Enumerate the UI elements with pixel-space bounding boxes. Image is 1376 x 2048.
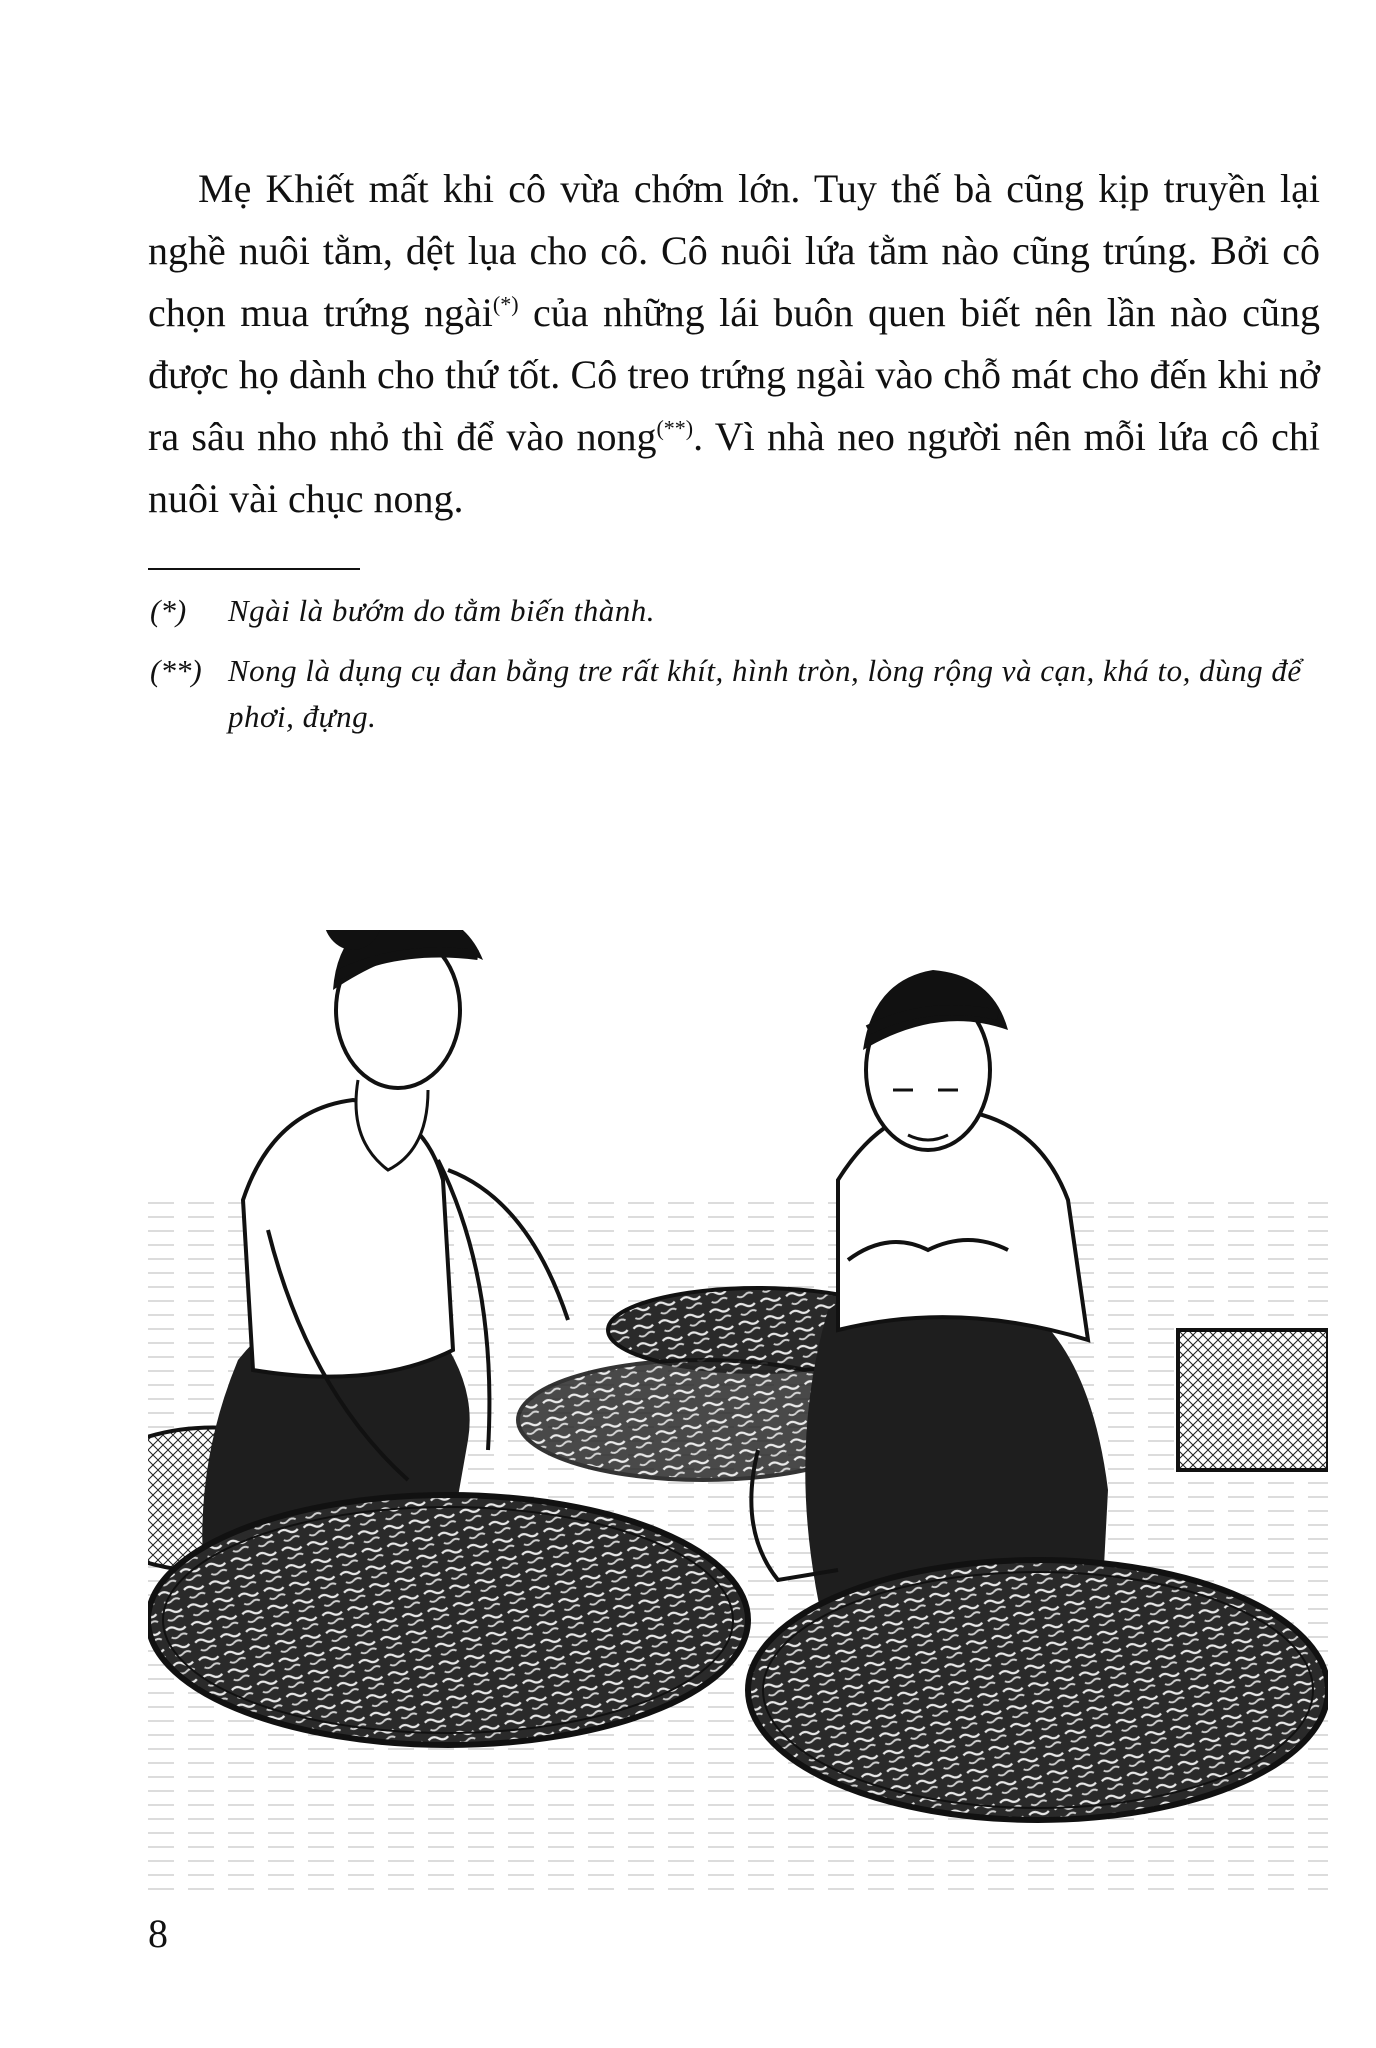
tray-front-right: [748, 1560, 1328, 1820]
footnote-label: (*): [150, 593, 187, 628]
page-number: 8: [148, 1911, 168, 1956]
body-paragraph: [148, 158, 1320, 530]
silkworm-rearing-illustration: [148, 930, 1328, 1890]
footnote-divider: [148, 568, 360, 570]
crate-right: [1178, 1330, 1328, 1470]
footnote-marker-1: (*): [492, 291, 519, 317]
footnote-text: Ngài là bướm do tằm biến thành.: [228, 593, 655, 628]
footnotes: [150, 588, 1320, 754]
footnote-text: Nong là dụng cụ đan bằng tre rất khít, hình tròn, lòng rộng và cạn, khá to, dùng để phơi, đựng.: [228, 653, 1302, 734]
tray-front-left: [148, 1495, 748, 1745]
paragraph-text-part3: . Vì nhà neo người nên mỗi lứa cô chỉ nuôi vài chục nong.: [148, 414, 1320, 521]
footnote-label: (**): [150, 653, 202, 688]
paragraph-text-part1: Mẹ Khiết mất khi cô vừa chớm lớn. Tuy thế bà cũng kịp truyền lại nghề nuôi tằm, dệt lụa cho cô. Cô nuôi lứa tằm nào cũng trúng. Bởi cô chọn mua trứng ngài: [148, 166, 1320, 335]
footnote-1: [150, 588, 1320, 634]
footnote-2: [150, 648, 1320, 740]
paragraph-text-part2: của những lái buôn quen biết nên lần nào cũng được họ dành cho thứ tốt. Cô treo trứng ngài vào chỗ mát cho đến khi nở ra sâu nho nhỏ thì để vào nong: [148, 290, 1320, 459]
footnote-marker-2: (**): [656, 415, 694, 441]
